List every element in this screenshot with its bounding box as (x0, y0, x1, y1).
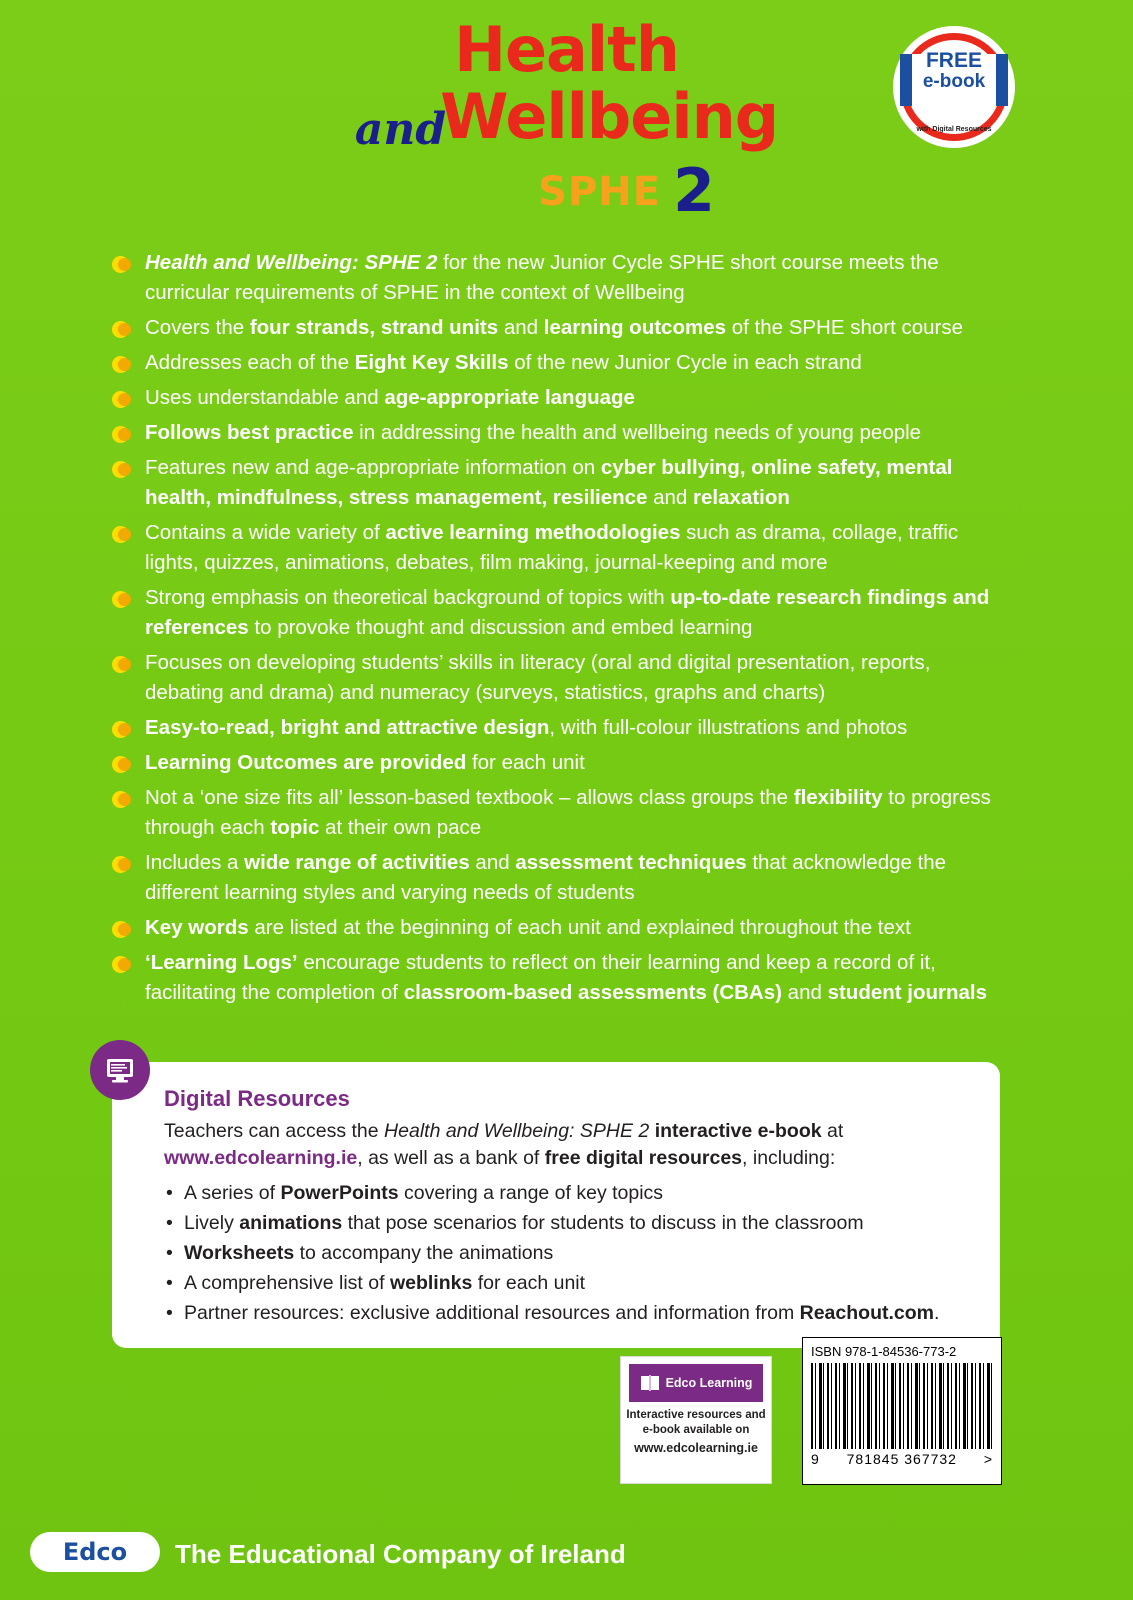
bullet-dot-icon (112, 791, 133, 808)
feature-list-item (112, 348, 1012, 378)
feature-list-item-text: Health and Wellbeing: SPHE 2 for the new Junior Cycle SPHE short course meets the curricular requirements of SPHE in the context of Wellbeing (145, 251, 939, 304)
digital-resources-list-item: • A series of PowerPoints covering a range of key topics (164, 1178, 974, 1208)
bullet-dot-icon (112, 321, 133, 338)
title-sphe: SPHE (538, 169, 662, 215)
bullet-dot-icon (112, 756, 133, 773)
feature-list-item (112, 648, 1012, 708)
isbn-barcode-box (802, 1337, 1002, 1485)
feature-list-item-text: Features new and age-appropriate information on cyber bullying, online safety, mental health, mindfulness, stress management, resilience and relaxation (145, 456, 953, 509)
title-wellbeing: Wellbeing (440, 80, 779, 153)
feature-list-item (112, 583, 1012, 643)
feature-list-item-text: Learning Outcomes are provided for each unit (145, 751, 585, 774)
free-ebook-badge (895, 28, 1013, 146)
barcode-digits (811, 1451, 993, 1467)
digital-resources-list-item: • Lively animations that pose scenarios for students to discuss in the classroom (164, 1208, 974, 1238)
feature-list-item (112, 713, 1012, 743)
monitor-icon (90, 1040, 150, 1100)
barcode-digit-mid: 781845 367732 (846, 1451, 957, 1467)
digital-resources-list-item: • A comprehensive list of weblinks for each unit (164, 1268, 974, 1298)
feature-list-item-text: Contains a wide variety of active learning methodologies such as drama, collage, traffic lights, quizzes, animations, debates, film making, journal-keeping and more (145, 521, 959, 574)
bullet-dot-icon (112, 461, 133, 478)
badge-ebook-label: e-book (922, 71, 986, 93)
badge-text (895, 50, 1013, 92)
digital-resources-intro: Teachers can access the Health and Wellbeing: SPHE 2 interactive e-book at www.edcolearning.ie, as well as a bank of free digital resources, including: (164, 1120, 844, 1169)
feature-list-item-text: Not a ‘one size fits all’ lesson-based textbook – allows class groups the flexibility to progress through each topic at their own pace (145, 786, 991, 839)
feature-list-item (112, 848, 1012, 908)
bullet-dot-icon (112, 256, 133, 273)
feature-list-item (112, 518, 1012, 578)
badge-free-label: FREE (925, 49, 982, 72)
title-number: 2 (673, 156, 715, 226)
bullet-dot-icon (112, 721, 133, 738)
edco-learning-box (620, 1356, 772, 1484)
feature-list-item-text: Strong emphasis on theoretical background of topics with up-to-date research findings and references to provoke thought and discussion and embed learning (145, 586, 990, 639)
feature-list-item (112, 913, 1012, 943)
feature-list-item (112, 383, 1012, 413)
digital-resources-list (164, 1178, 974, 1328)
barcode-digit-left: 9 (811, 1451, 820, 1467)
publisher-name: The Educational Company of Ireland (175, 1539, 626, 1569)
feature-list-item (112, 453, 1012, 513)
feature-list-item (112, 418, 1012, 448)
badge-sub-label: with Digital Resources (916, 126, 992, 133)
title-health: Health (454, 13, 679, 86)
edco-learning-caption: Interactive resources and e-book available on (626, 1409, 766, 1436)
title-subject-line (0, 154, 1133, 226)
feature-list-item-text: Key words are listed at the beginning of each unit and explained throughout the text (145, 916, 911, 939)
feature-list-item-text: Easy-to-read, bright and attractive design, with full-colour illustrations and photos (145, 716, 908, 739)
digital-resources-list-item: • Partner resources: exclusive additional resources and information from Reachout.com. (164, 1298, 974, 1328)
bullet-dot-icon (112, 391, 133, 408)
edco-learning-label: Edco Learning (665, 1376, 753, 1390)
edco-logo-text: Edco (62, 1538, 128, 1566)
feature-list-item-text: ‘Learning Logs’ encourage students to reflect on their learning and keep a record of it, facilitating the completion of classroom-based assessments (CBAs) and student journals (145, 951, 988, 1004)
title-and: and (354, 104, 447, 155)
edco-logo (30, 1532, 160, 1572)
edco-learning-url: www.edcolearning.ie (634, 1441, 758, 1455)
bullet-dot-icon (112, 921, 133, 938)
bullet-dot-icon (112, 526, 133, 543)
bullet-dot-icon (112, 591, 133, 608)
feature-list-item (112, 783, 1012, 843)
bullet-dot-icon (112, 656, 133, 673)
feature-list-item-text: Focuses on developing students’ skills in literacy (oral and digital presentation, reports, debating and drama) and numeracy (surveys, statistics, graphs and charts) (145, 651, 931, 704)
feature-list-item-text: Includes a wide range of activities and assessment techniques that acknowledge the different learning styles and varying needs of students (145, 851, 947, 904)
feature-list-item (112, 313, 1012, 343)
barcode-digit-right: > (983, 1451, 993, 1467)
book-icon (640, 1374, 660, 1392)
bullet-dot-icon (112, 356, 133, 373)
bullet-dot-icon (112, 426, 133, 443)
bullet-dot-icon (112, 956, 133, 973)
feature-list-item (112, 748, 1012, 778)
feature-list-item (112, 948, 1012, 1008)
edco-learning-header (629, 1364, 763, 1402)
feature-list-item-text: Follows best practice in addressing the health and wellbeing needs of young people (145, 421, 922, 444)
feature-list-item-text: Uses understandable and age-appropriate language (145, 386, 635, 409)
feature-list-item (112, 248, 1012, 308)
bullet-dot-icon (112, 856, 133, 873)
barcode-image (811, 1363, 993, 1449)
digital-resources-list-item: • Worksheets to accompany the animations (164, 1238, 974, 1268)
isbn-text: ISBN 978-1-84536-773-2 (811, 1344, 957, 1359)
feature-list-item-text: Covers the four strands, strand units and learning outcomes of the SPHE short course (145, 316, 964, 339)
digital-resources-panel (112, 1062, 1000, 1348)
feature-list-item-text: Addresses each of the Eight Key Skills of the new Junior Cycle in each strand (145, 351, 862, 374)
digital-resources-title: Digital Resources (164, 1086, 350, 1111)
feature-list (112, 248, 1012, 1013)
